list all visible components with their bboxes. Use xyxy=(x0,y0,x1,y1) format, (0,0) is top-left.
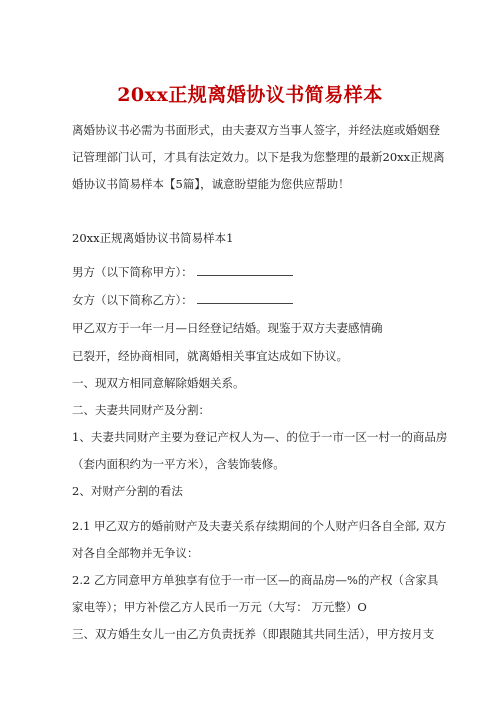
body-line-3: 一、现双方相同意解除婚姻关系。 xyxy=(72,376,245,390)
body-line-4: 二、夫妻共同财产及分割： xyxy=(72,403,210,417)
body-line-1: 甲乙双方于一年一月—日经登记结婚。现鉴于双方夫妻感情确 xyxy=(72,321,383,335)
body-line-8: 2.1 甲乙双方的婚前财产及夫妻关系存续期间的个人财产归各自全部, 双方 xyxy=(72,519,447,533)
body-line-9: 对各自全部物并无争议： xyxy=(72,546,199,560)
body-line-10: 2.2 乙方同意甲方单独享有位于一市一区—的商品房—%的产权（含家具 xyxy=(72,573,439,587)
body-line-12: 三、双方婚生女儿一由乙方负责抚养（即跟随其共同生活），甲方按月支 xyxy=(72,627,435,641)
party-a-line xyxy=(72,264,293,280)
party-a-label: 男方（以下简称甲方）： xyxy=(72,265,193,279)
body-line-2: 已裂开，经协商相同，就离婚相关事宜达成如下协议。 xyxy=(72,349,348,363)
body-line-11: 家电等）；甲方补偿乙方人民币一万元（大写： 万元整）O xyxy=(72,600,367,614)
intro-line-1: 离婚协议书必需为书面形式，由夫妻双方当事人签字，并经法庭或婚姻登 xyxy=(72,123,440,137)
intro-line-3: 婚协议书简易样本【5篇】，诚意盼望能为您供应帮助！ xyxy=(72,177,350,191)
body-line-7: 2、对财产分割的看法 xyxy=(72,484,183,498)
body-line-5: 1、夫妻共同财产主要为登记产权人为—、的位于一市一区一村一的商品房 xyxy=(72,430,448,444)
document-title: 20xx正规离婚协议书简易样本 xyxy=(117,84,383,106)
section-heading: 20xx正规离婚协议书简易样本1 xyxy=(72,231,234,245)
party-b-label: 女方（以下简称乙方）： xyxy=(72,293,193,307)
party-b-blank xyxy=(197,293,293,304)
intro-line-2: 记管理部门认可，才具有法定效力。以下是我为您整理的最新20xx正规离 xyxy=(72,150,445,164)
body-line-6: （套内面积约为一平方米），含装饰装修。 xyxy=(72,457,285,471)
party-b-line xyxy=(72,292,293,308)
party-a-blank xyxy=(197,265,293,276)
